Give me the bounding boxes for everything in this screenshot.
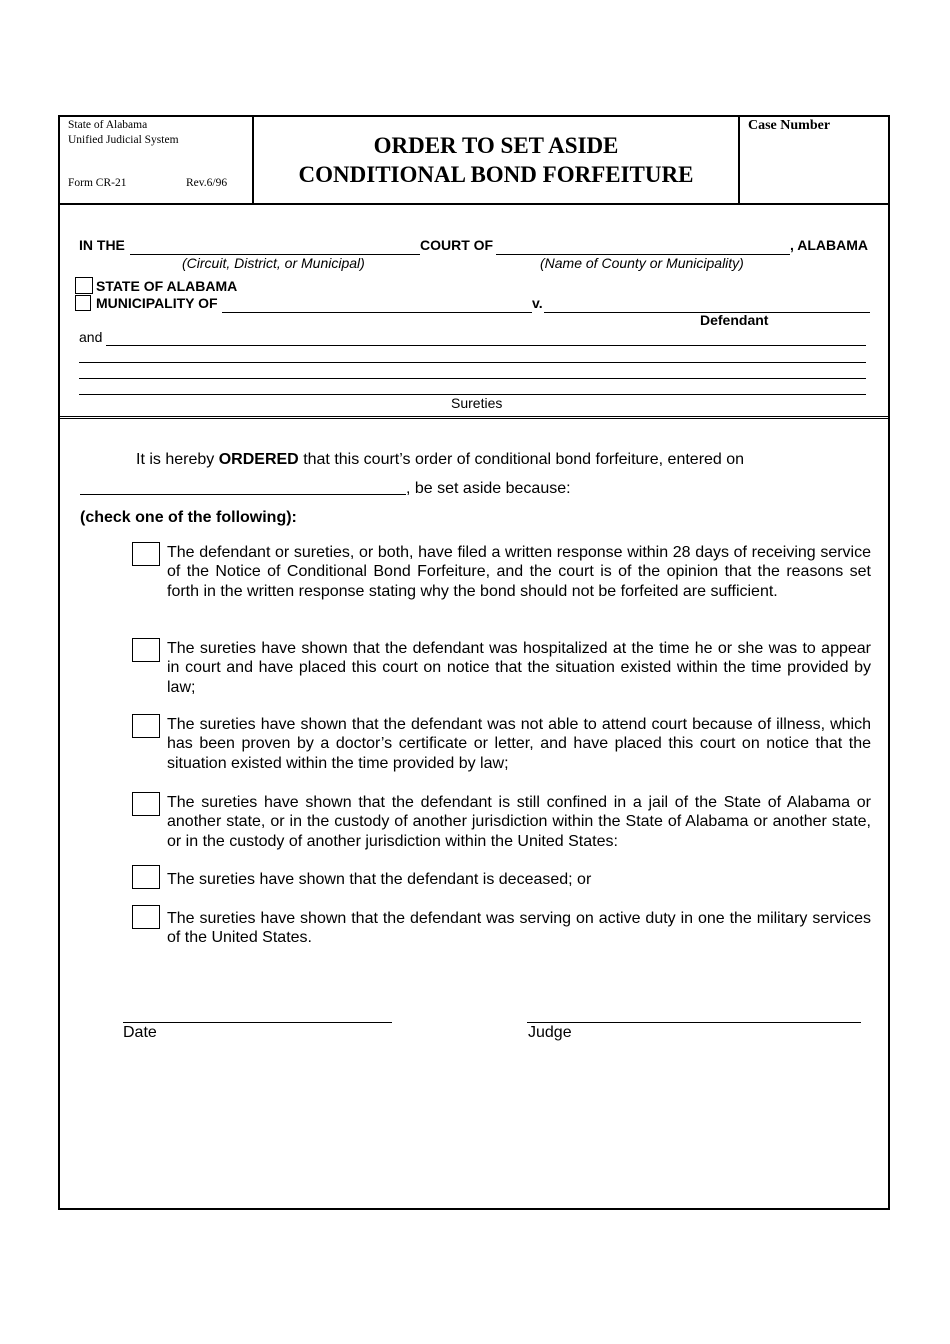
sureties-field-line-2[interactable] [79,362,866,363]
ordered-keyword: ORDERED [218,451,299,468]
entered-on-date-field[interactable] [80,494,406,495]
form-number: Form CR-21 [68,177,127,189]
reason-2-checkbox[interactable] [132,638,160,662]
case-caption [60,205,888,419]
alabama-label: , ALABAMA [790,237,869,253]
municipality-checkbox[interactable] [75,295,91,311]
set-aside-text: , be set aside because: [406,480,571,497]
reason-6-checkbox[interactable] [132,905,160,929]
reason-4-text: The sureties have shown that the defendant is still confined in a jail of the State of Alabama or another state, or in the custody of another jurisdiction within the State of Alabama or another state, or in the custody of another jurisdiction within the United States: [167,794,871,850]
reason-4-checkbox[interactable] [132,792,160,816]
reason-3-text: The sureties have shown that the defendant was not able to attend court because of illness, which has been proven by a doctor’s certificate or letter, and have placed this court on notice that the situation existed within the time provided by law; [167,716,871,772]
sureties-field-line-1[interactable] [106,345,866,346]
in-the-label: IN THE [79,237,125,253]
order-intro [80,445,870,474]
municipality-field[interactable] [222,312,532,313]
reason-5-checkbox[interactable] [132,865,160,889]
form-header [60,117,888,205]
order-statement [80,445,870,532]
versus-label: v. [532,295,543,311]
reason-1-checkbox[interactable] [132,542,160,566]
order-intro-prefix: It is hereby [136,451,215,468]
form-revision: Rev.6/96 [186,177,228,189]
defendant-label: Defendant [700,312,769,328]
issuer-block [60,117,254,203]
order-intro-suffix: that this court’s order of conditional bond forfeiture, entered on [303,451,745,468]
reason-6-text: The sureties have shown that the defendant was serving on active duty in one the military services of the United States. [167,910,871,947]
form-title [254,117,738,203]
case-number-box[interactable] [738,117,888,203]
sureties-field-line-3[interactable] [79,378,866,379]
court-of-label: COURT OF [420,237,494,253]
agency-line-1: State of Alabama [68,119,148,131]
date-signature-line[interactable] [123,1022,392,1023]
reason-3-checkbox[interactable] [132,714,160,738]
state-of-alabama-label: STATE OF ALABAMA [96,278,238,294]
entered-on-row [80,474,870,503]
judge-label: Judge [528,1024,572,1041]
sureties-label: Sureties [451,395,503,411]
municipality-label: MUNICIPALITY OF [96,295,218,311]
county-hint: (Name of County or Municipality) [540,255,744,271]
reason-2-text: The sureties have shown that the defendant was hospitalized at the time he or she was to appear in court and have placed this court on notice that the situation existed within the time provided by law; [167,640,871,696]
form-title-line-1: ORDER TO SET ASIDE [373,133,619,158]
judge-signature-line[interactable] [527,1022,861,1023]
form-frame [58,115,890,1210]
case-number-label: Case Number [748,118,831,133]
check-instruction: (check one of the following): [80,509,297,526]
reason-5-text: The sureties have shown that the defendant is deceased; or [167,871,592,888]
form-title-line-2: CONDITIONAL BOND FORFEITURE [298,162,694,187]
court-type-hint: (Circuit, District, or Municipal) [182,255,365,271]
state-of-alabama-checkbox[interactable] [75,277,93,294]
and-label: and [79,329,103,345]
agency-line-2: Unified Judicial System [68,134,179,146]
reason-1-text: The defendant or sureties, or both, have filed a written response within 28 days of receiving service of the Notice of Conditional Bond Forfeiture, and the court is of the opinion that the reasons set forth in the written response stating why the bond should not be forfeited are sufficient. [167,544,871,600]
date-label: Date [123,1024,157,1041]
